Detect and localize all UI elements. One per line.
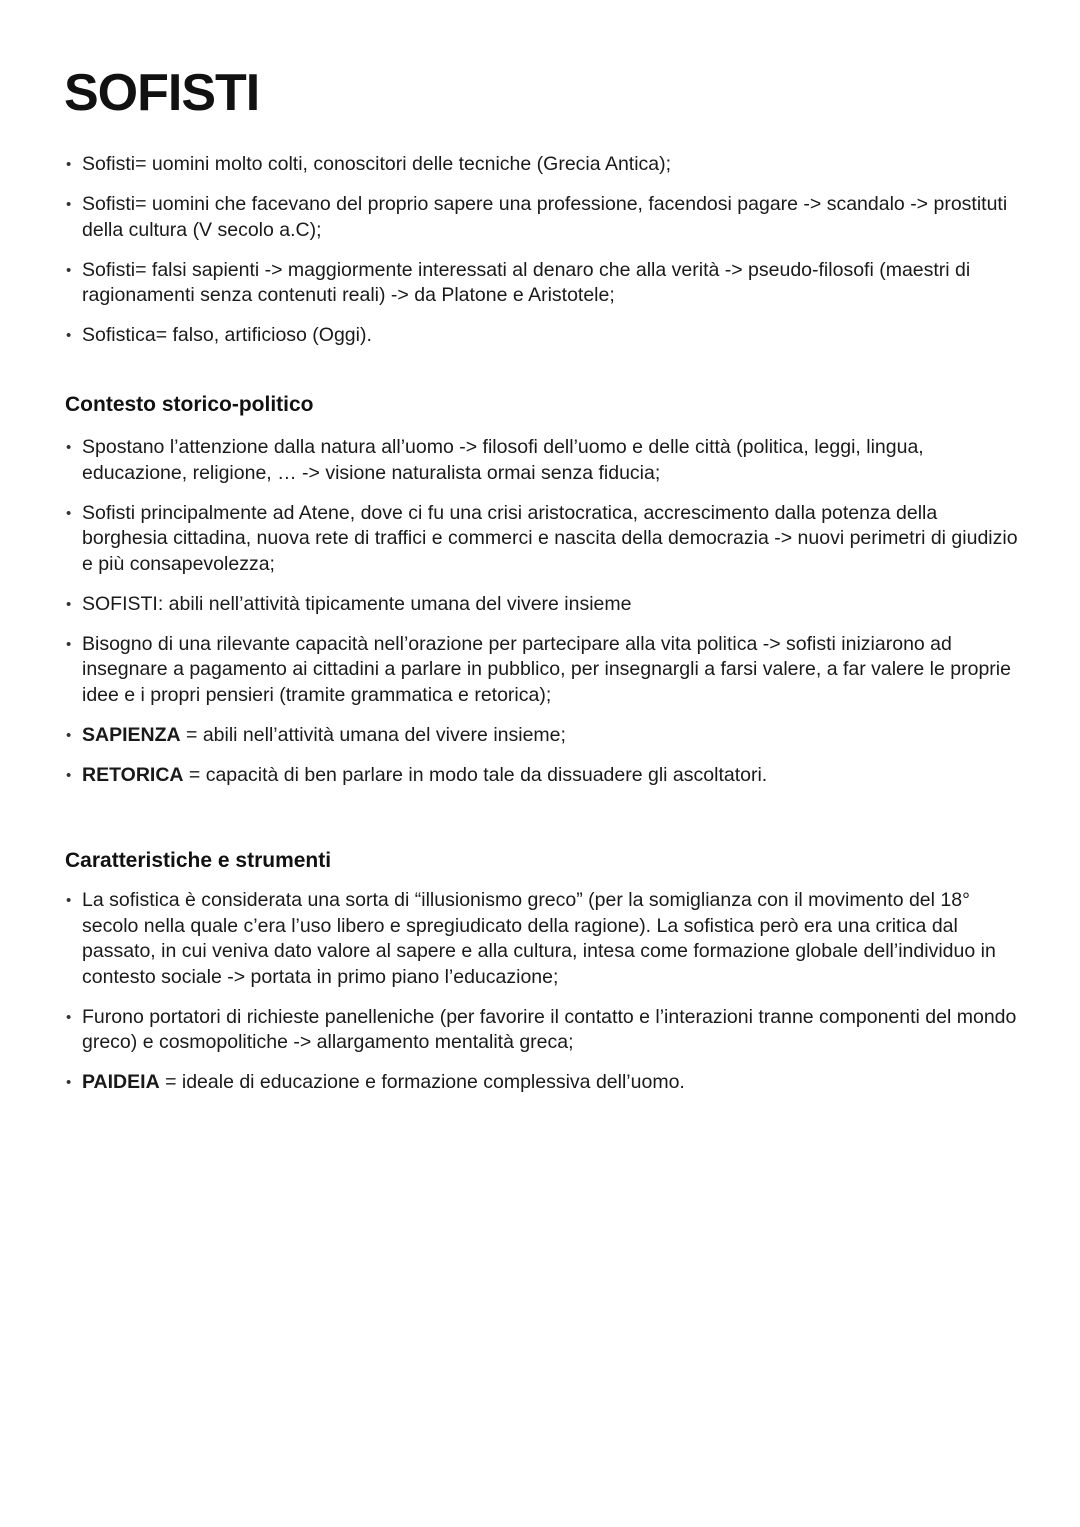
- list-item: [62, 592, 1022, 618]
- definition-term: SAPIENZA: [82, 723, 181, 746]
- bullet-icon: •: [66, 261, 72, 279]
- list-item: [62, 192, 1022, 243]
- list-item-text: La sofistica è considerata una sorta di “illusionismo greco” (per la somiglianza con il movimento del 18° secolo nella quale c’era l’uso libero e spregiudicato della ragione). La sofistica però era una critica dal passato, in cui veniva dato valore al sapere e alla cultura, intesa come formazione globale dell’individuo in contesto sociale -> portata in primo piano l’educazione;: [82, 889, 996, 988]
- bullet-icon: •: [66, 595, 72, 613]
- list-item-text: Sofistica= falso, artificioso (Oggi).: [82, 324, 372, 346]
- bullet-icon: •: [66, 156, 72, 173]
- section-heading-features: Caratteristiche e strumenti: [65, 849, 332, 872]
- definition-text: = abili nell’attività umana del vivere insieme;: [180, 723, 566, 746]
- definition-text: = capacità di ben parlare in modo tale da dissuadere gli ascoltatori.: [183, 763, 768, 786]
- list-item: [62, 888, 1022, 990]
- list-item-text: Sofisti= falsi sapienti -> maggiormente interessati al denaro che alla verità -> pseudo-filosofi (maestri di ragionamenti senza contenuti reali) -> da Platone e Aristotele;: [82, 258, 971, 306]
- definition-item-retorica: [62, 763, 1022, 789]
- bullet-icon: •: [66, 327, 72, 344]
- bullet-icon: •: [66, 1074, 72, 1091]
- bullet-icon: •: [66, 504, 72, 522]
- definition-term: PAIDEIA: [82, 1071, 160, 1093]
- definition-item-paideia: [62, 1070, 1022, 1096]
- list-item: [62, 435, 1022, 486]
- page-title: SOFISTI: [64, 64, 260, 122]
- definition-text: = ideale di educazione e formazione complessiva dell’uomo.: [159, 1071, 685, 1093]
- bullet-icon: •: [66, 726, 72, 744]
- bullet-icon: •: [66, 635, 72, 653]
- list-item-text: Furono portatori di richieste panelleniche (per favorire il contatto e l’interazioni tranne componenti del mondo greco) e cosmopolitiche -> allargamento mentalità greca;: [82, 1005, 1017, 1053]
- section-heading-context: Contesto storico-politico: [65, 393, 314, 416]
- definition-term: RETORICA: [82, 763, 184, 786]
- list-item: [62, 152, 1022, 178]
- intro-list: [62, 152, 1022, 363]
- list-item-text: Bisogno di una rilevante capacità nell’orazione per partecipare alla vita politica -> sofisti iniziarono ad insegnare a pagamento ai cittadini a parlare in pubblico, per insegnargli a farsi valere, a far valere le proprie idee e i propri pensieri (tramite grammatica e retorica);: [82, 632, 1011, 706]
- context-list: [62, 435, 1022, 803]
- list-item: [62, 501, 1022, 578]
- list-item-text: Spostano l’attenzione dalla natura all’uomo -> filosofi dell’uomo e delle città (politica, leggi, lingua, educazione, religione, … -> visione naturalista ormai senza fiducia;: [82, 436, 924, 484]
- list-item: [62, 323, 1022, 349]
- list-item-text: Sofisti principalmente ad Atene, dove ci fu una crisi aristocratica, accrescimento dalla potenza della borghesia cittadina, nuova rete di traffici e commerci e nascita della democrazia -> nuovi perimetri di giudizio e più consapevolezza;: [82, 501, 1018, 575]
- list-item-text: Sofisti= uomini molto colti, conoscitori delle tecniche (Grecia Antica);: [82, 153, 672, 175]
- list-item: [62, 1005, 1022, 1056]
- bullet-icon: •: [66, 439, 72, 456]
- list-item-text: Sofisti= uomini che facevano del proprio sapere una professione, facendosi pagare -> scandalo -> prostituti della cultura (V secolo a.C);: [82, 193, 1008, 241]
- definition-item-sapienza: [62, 723, 1022, 749]
- bullet-icon: •: [66, 196, 72, 213]
- bullet-icon: •: [66, 1008, 72, 1026]
- list-item: [62, 632, 1022, 709]
- list-item-text: SOFISTI: abili nell’attività tipicamente umana del vivere insieme: [82, 592, 632, 615]
- bullet-icon: •: [66, 766, 72, 784]
- bullet-icon: •: [66, 892, 72, 909]
- features-list: [62, 888, 1022, 1110]
- list-item: [62, 258, 1022, 309]
